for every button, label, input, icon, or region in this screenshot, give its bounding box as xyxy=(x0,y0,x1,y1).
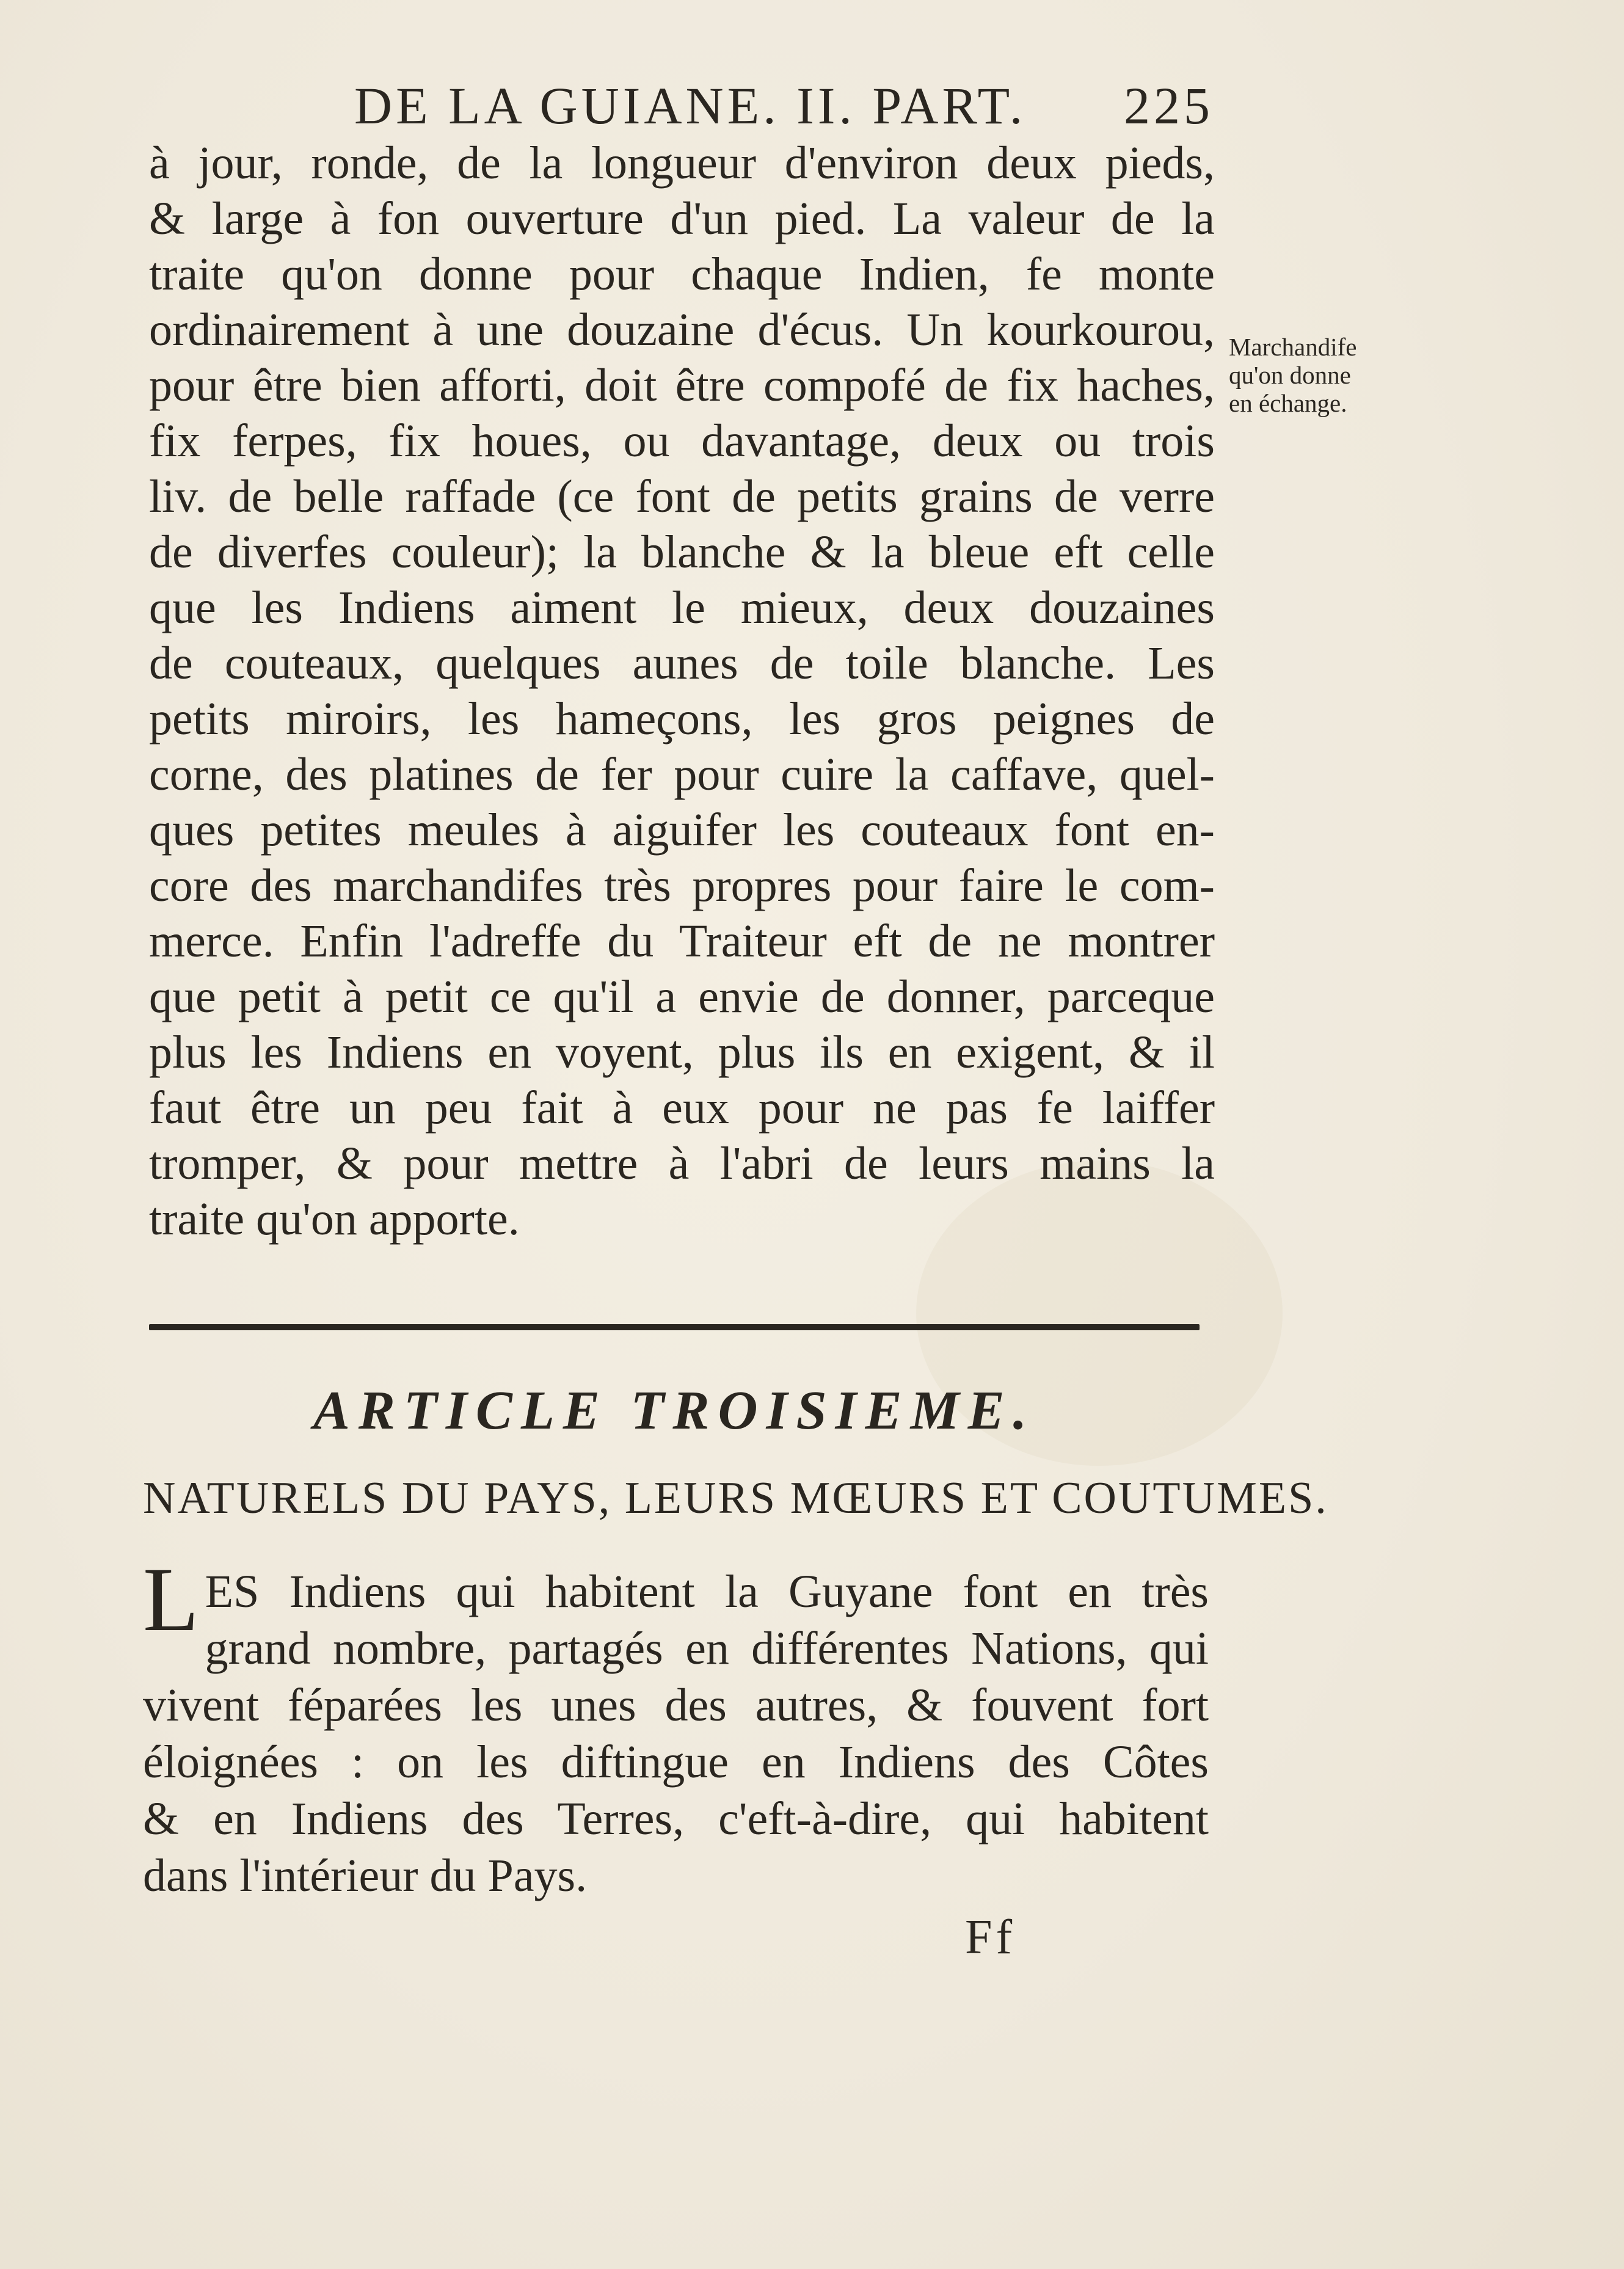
text-line: corne, des platines de fer pour cuire la caffave, quel- xyxy=(149,749,1215,800)
text-line: à jour, ronde, de la longueur d'environ deux pieds, xyxy=(149,137,1215,189)
text-line: & large à fon ouverture d'un pied. La valeur de la xyxy=(149,193,1215,244)
text-line: que petit à petit ce qu'il a envie de donner, parceque xyxy=(149,971,1215,1022)
section-divider-rule xyxy=(149,1324,1200,1330)
text-line: traite qu'on donne pour chaque Indien, fe monte xyxy=(149,249,1215,300)
text-line: faut être un peu fait à eux pour ne pas fe laiffer xyxy=(149,1082,1215,1134)
paragraph-2 xyxy=(143,1549,1209,1904)
marginal-note-line: en échange. xyxy=(1229,389,1347,417)
running-title: DE LA GUIANE. II. PART. xyxy=(354,76,1027,135)
text-line: merce. Enfin l'adreffe du Traiteur eft de ne montrer xyxy=(149,916,1215,967)
text-line: core des marchandifes très propres pour faire le com- xyxy=(149,860,1215,911)
signature-mark: Ff xyxy=(965,1910,1016,1964)
drop-cap: L xyxy=(143,1549,199,1650)
text-line: tromper, & pour mettre à l'abri de leurs mains la xyxy=(149,1138,1215,1189)
text-line: vivent féparées les unes des autres, & fouvent fort xyxy=(143,1680,1209,1731)
marginal-note xyxy=(1229,333,1412,417)
text-line: plus les Indiens en voyent, plus ils en exigent, & il xyxy=(149,1027,1215,1078)
marginal-note-line: Marchandife xyxy=(1229,333,1357,361)
paragraph-1 xyxy=(149,136,1215,1247)
article-heading: ARTICLE TROISIEME. xyxy=(313,1380,1036,1441)
text-line: fix ferpes, fix houes, ou davantage, deux ou trois xyxy=(149,415,1215,467)
running-header xyxy=(354,72,1234,139)
text-line: grand nombre, partagés en différentes Nations, qui xyxy=(205,1623,1209,1674)
text-line: de diverfes couleur); la blanche & la bleue eft celle xyxy=(149,526,1215,578)
text-line: ques petites meules à aiguifer les couteaux font en- xyxy=(149,804,1215,856)
page-number: 225 xyxy=(1124,76,1214,135)
text-line: traite qu'on apporte. xyxy=(149,1193,520,1245)
marginal-note-line: qu'on donne xyxy=(1229,361,1351,389)
text-line: que les Indiens aiment le mieux, deux douzaines xyxy=(149,582,1215,633)
section-title: NATURELS DU PAYS, LEURS MŒURS ET COUTUMES. xyxy=(143,1473,1328,1523)
text-line: de couteaux, quelques aunes de toile blanche. Les xyxy=(149,638,1215,689)
text-line: liv. de belle raffade (ce font de petits grains de verre xyxy=(149,471,1215,522)
text-line: ordinairement à une douzaine d'écus. Un kourkourou, xyxy=(149,304,1215,355)
text-line: éloignées : on les diftingue en Indiens des Côtes xyxy=(143,1736,1209,1788)
text-line: ES Indiens qui habitent la Guyane font en très xyxy=(205,1566,1209,1617)
text-line: petits miroirs, les hameçons, les gros peignes de xyxy=(149,693,1215,745)
text-line: dans l'intérieur du Pays. xyxy=(143,1850,588,1901)
text-line: pour être bien afforti, doit être compofé de fix haches, xyxy=(149,360,1215,411)
text-line: & en Indiens des Terres, c'eft-à-dire, qui habitent xyxy=(143,1793,1209,1845)
